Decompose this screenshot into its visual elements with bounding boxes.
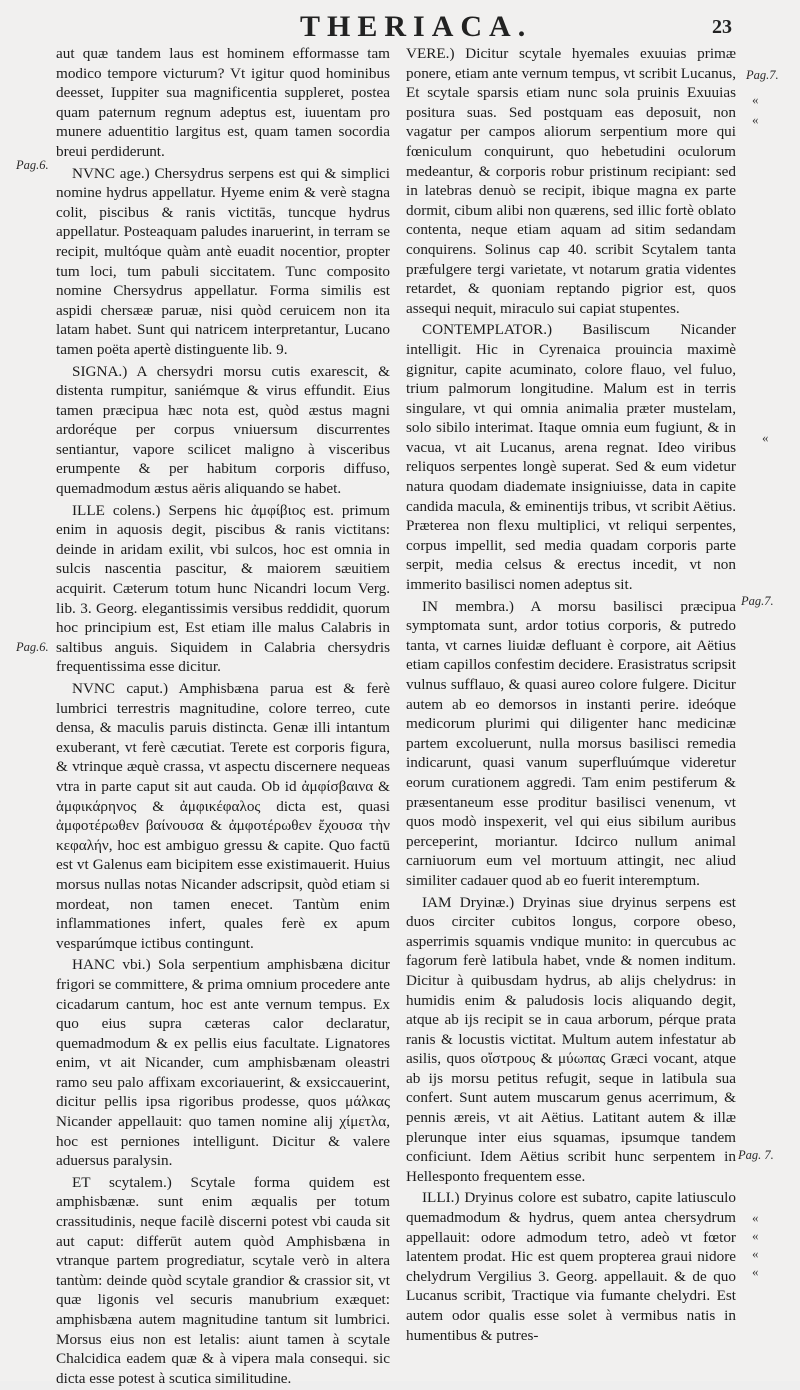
paragraph: aut quæ tandem laus est hominem efformasse tam modico tempore victurum? Vt igitur quod hominibus deesset, Iuppiter sua magnificentia suppleret, postea quam paternum regnum adeptus est, iuuentam pro munere aduentitio largitus est, quam tamen socordia breui perdiderunt. [56,45,390,160]
margin-note: Pag.6. [16,640,49,654]
paragraph: ET scytalem.) Scytale forma quidem est amphisbænæ. sunt enim æqualis per totum crassitudinis, neque facilè discerni potest vbi cauda sit aut caput: differūt autem quòd Amphisbæna in vtranque partem progrediatur, scytale verò in altera tantùm: deinde quòd scytale grandior & crassior sit, vt quæ ligonis vel securis manubrium exæquet: amphisbæna autem magnitudine tantum sit lumbrici. Morsus eius non est letalis: aiunt tamen à scytale Chalcidica eadem quæ & à vipera mala consequi. sic dicta esse potest à scutica similitudine. [56,1173,390,1387]
left-text-column [56,44,390,1390]
paragraph: NVNC caput.) Amphisbæna parua est & ferè lumbrici terrestris magnitudine, colore terreo, cute densa, & maculis paruis distincta. Genæ illi intantum exuberant, vt ferè cæcutiat. Terete est corporis figura, & vtrinque æquè crassa, vt aspectu discernere nequeas vtra in parte caput sit aut cauda. Ob id ἀμφίσβαινα & ἀμφικάρηνος & ἀμφικέφαλος dicta est, quasi ἀμφοτέρωθεν βαίνουσα & ἀμφοτέρωθεν ἔχουσα τὴν κεφαλήν, hoc est ambiguo gressu & capite. Quo factū est vt Galenus eam bicipitem esse existimauerit. Huius morsus nullas notas Nicander adscripsit, quòd etiam si mordeat, non tamen enecet. Tantùm enim inflammationes infert, quales ferè ex apum vesparúmque ictibus contingunt. [56,680,390,952]
margin-note: Pag.6. [16,158,49,172]
paragraph: NVNC age.) Chersydrus serpens est qui & simplici nomine hydrus appellatur. Hyeme enim & verè stagna colit, piscibus & ranis victitās, tuncque hydrus appellatur. Posteaquam paludes inaruerint, in terram se recipit, multóque quàm antè euadit nocentior, propter tum loci, tum pabuli siccitatem. Tunc composito nomine Chersydrus appellatur. Forma similis est aspidi chersææ paruæ, nisi quòd ceruicem non ita latam habet. Sunt qui natricem interpretantur, Lucano tamen poëta apertè distinguente lib. 9. [56,164,390,358]
paragraph: ILLE colens.) Serpens hic ἀμφίβιος est. primum enim in aquosis degit, piscibus & ranis victitans: deinde in aridam exilit, vbi sulcos, hoc est omnia in sulcis nascentia pascitur, & maiorem sæuitiem acquirit. Cæterum totum hunc Nicandri locum Verg. lib. 3. Georg. elegantissimis versibus reddidit, quorum hoc principium est, Est etiam ille malus Calabris in saltibus anguis. Siquidem in Calabria chersydris frequentissima esse dicitur. [56,501,390,676]
margin-note: Pag. 7. [738,1148,774,1162]
page-number: 23 [712,16,732,38]
paragraph: VERE.) Dicitur scytale hyemales exuuias primæ ponere, etiam ante vernum tempus, vt scribit Lucanus, Et scytale sparsis etiam nunc sola pruinis Exuuias positura suas. Sed postquam eas deposuit, non vagatur per campos aliorum serpentium more qui fœniculum conquirunt, quo hebetudini oculorum medeantur, & corporis robur pristinum recipiant: sed in latebras denuò se recipit, ibique magna ex parte dormit, cibum alibi non quærens, sed illic fortè oblato contenta, neque etiam aquam ad sitim sedandam conquirens. Solinus cap 40. scribit Scytalem tanta præfulgere tergi varietate, vt notarum gratia videntes retardet, & quoniam reptando pigrior est, quos assequi nequit, miraculo sui capiat stupentes. [406,45,736,317]
quotation-mark: « [762,430,769,445]
paragraph: SIGNA.) A chersydri morsu cutis exarescit, & distenta rumpitur, saniémque & virus effundit. Eius tamen præcipua hæc nota est, quòd æstus magni ardoréque per corpus vniuersum discurrentes sentiantur, vapore scilicet maligno à visceribus erumpente & per habitum corporis diffuso, quemadmodum æstus aëris aliquando se habet. [56,362,390,498]
page-header [0,10,800,44]
quotation-mark: « [752,1228,759,1243]
paragraph: IAM Dryinæ.) Dryinas siue dryinus serpens est duos circiter cubitos longus, corpore obeso, asperrimis squamis vndique munito: in quercubus ac fagorum ferè latibula habet, vnde & nomen inditum. Dicitur à quibusdam hydrus, ab alijs chelydrus: in humidis enim & paludosis locis aliquando degit, atque ab ijs recipit se in caua arborum, pérque prata ranis & locustis victitat. Multum autem infestatur ab asilis, quos οἴστρους & μύωπας Græci vocant, atque ab ijs morsu petitus refugit, seque in latibula sua confert. Sunt autem muscarum genus acerrimum, & pennis æreis, vt ait Aëtius. Latitant autem & illæ plerunque inter eius squamas, ipsumque tandem conficiunt. Idem Aëtius scribit hunc serpentem in Hellesponto frequentem esse. [406,893,736,1185]
right-text-column [406,44,736,1347]
margin-note: Pag.7. [741,594,774,608]
margin-note: Pag.7. [746,68,779,82]
paragraph: IN membra.) A morsu basilisci præcipua symptomata sunt, ardor totius corporis, & putredo tanta, vt carnes liuidæ defluant è corpore, ait Aëtius etiam capillos confestim decidere. Erasistratus scripsit vulnus sufflauo, & quasi aureo colore fulgere. Dicitur autem ab eo demorsos in instanti perire. ideóque medicorum plurimi qui diligenter hanc medicinæ partem excoluerunt, nulla morsus basilisci remedia indicarunt, quasi vanum superfluúmque videretur eorum curationem aggredi. Tam enim pestiferum & præsentaneum esse proditur basilisci venenum, vt quos modò inspexerit, vel qui eius sibilum auribus perceperint, moriantur. Idcirco nullum animal carniuorum eum vel mortuum attingit, nec aliud similiter cadauer quod ab eo fuerit interemptum. [406,597,736,889]
paragraph: CONTEMPLATOR.) Basiliscum Nicander intelligit. Hic in Cyrenaica prouincia maximè gignitur, capite acuminato, colore flauo, vel fuluo, trium palmorum longitudine. Malum est in terris singulare, vt qui omnia animalia præter mustelam, solo sibilo interimat. Itaque omnia eum fugiunt, & in vacua, vt ait Lucanus, arena regnat. Ideo viribus reliquos serpentes longè superat. Sed & eum videtur natura quodam diademate insigniuisse, data in capite candida macula, & eminentijs tribus, vt scribit Aëtius. Præterea non flexu multiplici, vt reliqui serpentes, corpus impellit, sed media quadam corporis parte serpit, media celsus & erectus incedit, vt non immerito basilisci nomen adeptus sit. [406,321,736,594]
paragraph: HANC vbi.) Sola serpentium amphisbæna dicitur frigori se committere, & prima omnium procedere ante cicadarum cantum, hoc est ante vernum tempus. Ex quo eius supra cæteras calor declaratur, quemadmodum & ex pellis eius facultate. Lignatores enim, vt ait Nicander, cum amphisbænam oleastri ramo seu palo affixam excoriauerint, & exsiccauerint, dicitur pellis ipsa rigoribus prodesse, quos μάλκας Nicander appellauit: quo tamen nomine alij χίμετλα, hoc est perniones intelligunt. Dicitur & valere aduersus paralysin. [56,956,391,1170]
running-title: THERIACA. [300,10,533,43]
quotation-mark: « [752,1210,759,1225]
quotation-mark: « [752,1264,759,1279]
paragraph: ILLI.) Dryinus colore est subatro, capite latiusculo quemadmodum & hydrus, quem antea chersydrum appellauit: odore admodum tetro, adeò vt fœtor latentem prodat. Hic est quem propterea graui nidore chelydrum Vergilius 3. Georg. appellauit. & de quo Lucanus scribit, Tractique via fumante chelydri. Est autem odor qualis esse solet à vermibus natis in humentibus & putres- [406,1189,736,1344]
quotation-mark: « [752,92,759,107]
quotation-mark: « [752,112,759,127]
quotation-mark: « [752,1246,759,1261]
